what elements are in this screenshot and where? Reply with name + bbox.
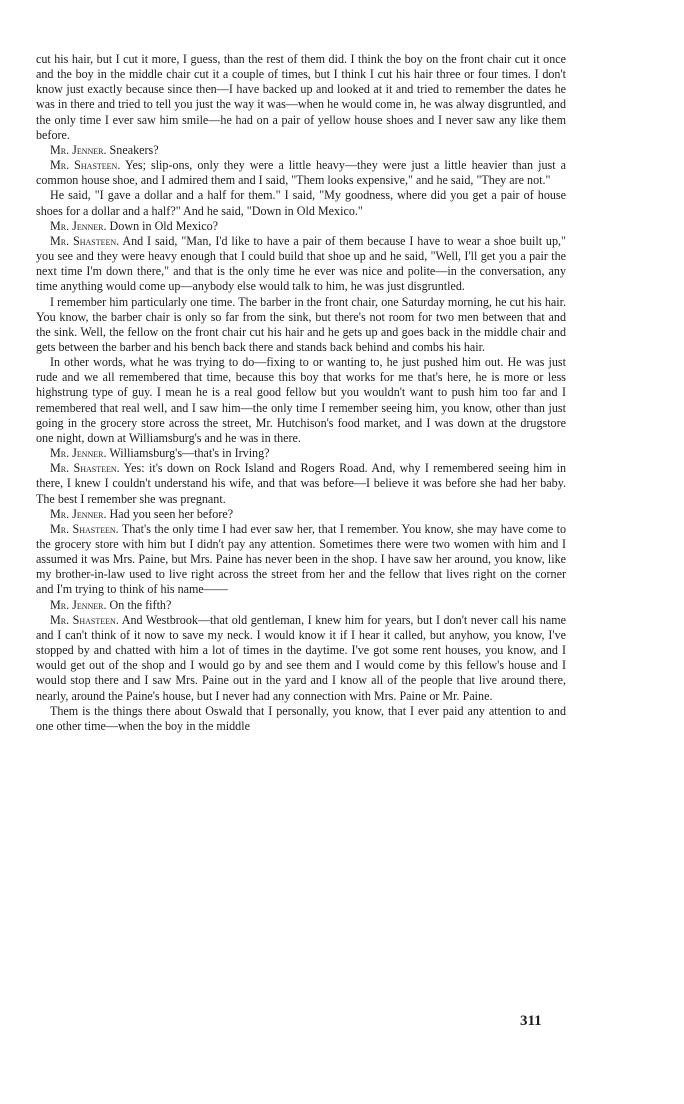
paragraph — [36, 158, 566, 188]
speaker-name: Mr. Shasteen. — [50, 521, 119, 536]
speaker-name: Mr. Jenner. — [50, 218, 107, 233]
speaker-name: Mr. Jenner. — [50, 446, 107, 461]
paragraph — [36, 507, 566, 522]
paragraph-text: Them is the things there about Oswald that I personally, you know, that I ever paid any attention to and one other time—when the boy in the middle — [36, 703, 566, 733]
paragraph — [36, 234, 566, 295]
paragraph-text: He said, "I gave a dollar and a half for them." I said, "My goodness, where did you get a pair of house shoes for a dollar and a half?" And he said, "Down in Old Mexico." — [36, 188, 566, 218]
paragraph — [36, 52, 566, 143]
paragraph — [36, 598, 566, 613]
paragraph — [36, 446, 566, 461]
paragraph-text: Down in Old Mexico? — [106, 218, 219, 233]
paragraph — [36, 219, 566, 234]
speaker-name: Mr. Jenner. — [50, 597, 107, 612]
speaker-name: Mr. Shasteen. — [50, 233, 120, 248]
paragraph-text: Yes: it's down on Rock Island and Rogers Road. And, why I remembered seeing him in there, I knew I couldn't understand his wife, and that was before—I believe it was before she had her baby. The best I remember she was pregnant. — [36, 461, 567, 506]
paragraph — [36, 143, 566, 158]
paragraph — [36, 188, 566, 218]
speaker-name: Mr. Jenner. — [50, 506, 107, 521]
paragraph-text: I remember him particularly one time. The barber in the front chair, one Saturday morning, he cut his hair. You know, the barber chair is only so far from the sink, but there's not room for two men between that and the sink. Well, the fellow on the front chair cut his hair and he gets up and goes back in the middle chair and gets between the barber and his bench back there and stands back behind and combs his hair. — [36, 294, 566, 354]
paragraph-text: cut his hair, but I cut it more, I guess, than the rest of them did. I think the boy on the front chair cut it once and the boy in the middle chair cut it a couple of times, but I think I cut his hair three or four times. I don't know just exactly because since then—I have backed up and looked at it and tried to remember the dates he was in there and tried to tell you just the way it was—when he would come in, he was alway disgruntled, and the only time I ever saw him smile—he had on a pair of yellow house shoes and I never saw any like them before. — [36, 52, 566, 142]
paragraph-text: In other words, what he was trying to do—fixing to or wanting to, he just pushed him out. He was just rude and we all remembered that time, because this boy that works for me that's here, he is more or less highstrung type of guy. I mean he is a real good fellow but you wouldn't want to push him too far and I remembered that real well, and I saw him—the only time I remember seeing him, you know, other than just going in the grocery store across the street, Mr. Hutchison's food market, and I was down at the drugstore one night, down at Williamsburg's and he was in there. — [36, 355, 566, 445]
paragraph-text: Sneakers? — [106, 142, 159, 157]
paragraph — [36, 461, 566, 506]
paragraph — [36, 522, 566, 598]
page-number: 311 — [520, 1013, 542, 1029]
speaker-name: Mr. Shasteen. — [50, 461, 120, 476]
speaker-name: Mr. Jenner. — [50, 142, 107, 157]
paragraph-text: On the fifth? — [106, 597, 172, 612]
document-page — [36, 52, 566, 734]
paragraph-text: Yes; slip-ons, only they were a little heavy—they were just a little heavier than just a common house shoe, and I admired them and I said, "Them looks expensive," and he said, "They are not." — [36, 158, 567, 188]
paragraph — [36, 295, 566, 356]
paragraph-text: That's the only time I had ever saw her, that I remember. You know, she may have come to the grocery store with him but I didn't pay any attention. Sometimes there were two women with him and I assumed it was Mrs. Paine, but Mrs. Paine has never been in the shop. I have saw her around, you know, like my brother-in-law used to live right across the street from her and the fellow that lives right on the corner and I'm trying to think of his name—— — [36, 521, 566, 597]
paragraph-text: And Westbrook—that old gentleman, I knew him for years, but I don't never call his name and I can't think of it now to save my neck. I would know it if I hear it called, but anyhow, you know, I've stopped by and chatted with him a lot of times in the daytime. I've got some rent houses, you know, and I would get out of the shop and I would go by and see them and I would come by this fellow's house and I would stop there and I saw Mrs. Paine out in the yard and I know all of the people that live around there, nearly, around the Paine's house, but I never had any connection with Mrs. Paine or Mr. Paine. — [36, 612, 566, 703]
paragraph — [36, 613, 566, 704]
paragraph — [36, 355, 566, 446]
paragraph-text: Williamsburg's—that's in Irving? — [106, 446, 270, 461]
speaker-name: Mr. Shasteen. — [50, 612, 119, 627]
speaker-name: Mr. Shasteen. — [50, 158, 121, 173]
paragraph-text: And I said, "Man, I'd like to have a pair of them because I have to wear a shoe built up," you see and they were heavy enough that I could build that shoe up and he said, "Well, I'll get you a pair the next time I'm down there," and that is the only time he ever was nice and polite—in the conversation, any time anything would come up—anybody else would talk to him, he was just disgruntled. — [36, 233, 566, 294]
paragraph — [36, 704, 566, 734]
paragraph-text: Had you seen her before? — [106, 506, 234, 521]
